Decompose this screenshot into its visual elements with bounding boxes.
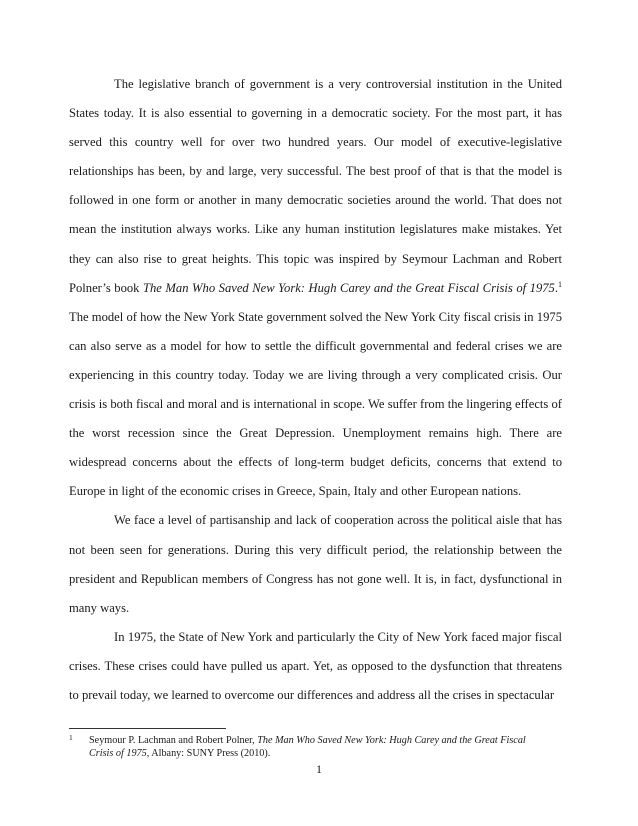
footnote-divider <box>69 728 226 729</box>
footnote-authors: Seymour P. Lachman and Robert Polner, <box>89 735 258 746</box>
footnote-book-title: The Man Who Saved New York: Hugh Carey and the Great Fiscal Crisis of 1975 <box>89 735 526 759</box>
body-text <box>69 70 562 710</box>
paragraph-3: In 1975, the State of New York and particularly the City of New York faced major fiscal crises. These crises could have pulled us apart. Yet, as opposed to the dysfunction that threatens to prevail today, we learned to overcome our differences and address all the crises in spectacular <box>69 629 562 702</box>
paragraph-1-continuation: The model of how the New York State government solved the New York City fiscal crisis in 1975 can also serve as a model for how to settle the difficult governmental and federal crises we are experiencing in this country today. Today we are living through a very complicated crisis. Our crisis is both fiscal and moral and is international in scope. We suffer from the lingering effects of the worst recession since the Great Depression. Unemployment remains high. There are widespread concerns about the effects of long-term budget deficits, concerns that extend to Europe in light of the economic crises in Greece, Spain, Italy and other European nations. <box>69 309 562 499</box>
paragraph-2: We face a level of partisanship and lack of cooperation across the political aisle that has not been seen for generations. During this very difficult period, the relationship between the president and Republican members of Congress has not gone well. It is, in fact, dysfunctional in many ways. <box>69 513 562 615</box>
footnote-reference[interactable]: 1 <box>558 279 562 289</box>
paragraph-1-text: The legislative branch of government is a very controversial institution in the United States today. It is also essential to governing in a democratic society. For the most part, it has served this country well for over two hundred years. Our model of executive-legislative relationships has been, by and large, very successful. The best proof of that is that the model is followed in one form or another in many democratic societies around the world. That does not mean the institution always works. Like any human institution legislatures make mistakes. Yet they can also rise to great heights. This topic was inspired by Seymour Lachman and Robert Polner’s book <box>69 77 562 295</box>
paragraph-1 <box>69 70 562 506</box>
book-title: The Man Who Saved New York: Hugh Carey and the Great Fiscal Crisis of 1975 <box>143 280 555 295</box>
footnote <box>69 735 549 761</box>
footnote-publisher: , Albany: SUNY Press (2010). <box>146 747 271 759</box>
footnote-text <box>89 735 549 761</box>
footnote-mark: 1 <box>69 733 73 742</box>
paragraph-1-period: . <box>554 280 558 295</box>
page-number: 1 <box>316 762 322 776</box>
